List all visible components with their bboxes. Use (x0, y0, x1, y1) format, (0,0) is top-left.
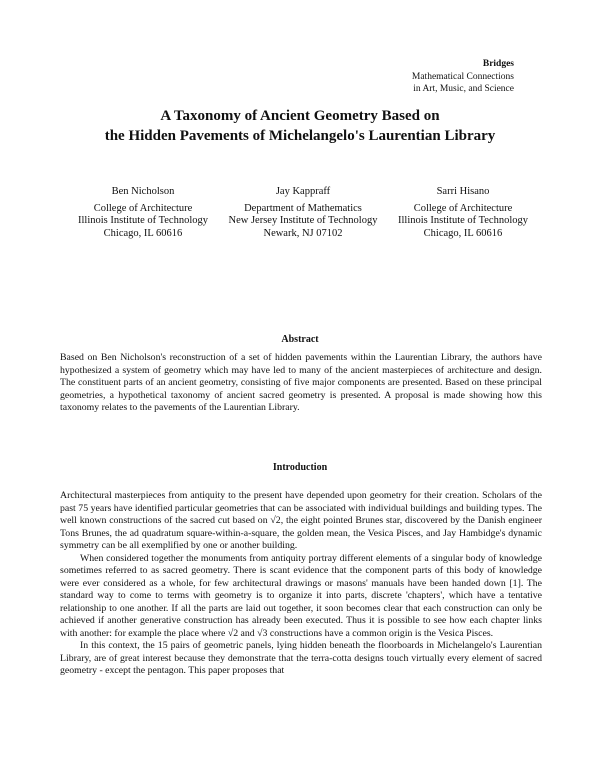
author-dept: Department of Mathematics (244, 202, 362, 214)
abstract-heading: Abstract (281, 334, 319, 345)
paper-title (0, 106, 600, 146)
introduction-heading: Introduction (272, 462, 328, 473)
author-dept: College of Architecture (93, 202, 193, 214)
conference-subtitle-1: Mathematical Connections (411, 71, 514, 82)
author-city: Chicago, IL 60616 (423, 227, 503, 239)
abstract-text: Based on Ben Nicholson's reconstruction of a set of hidden pavements within the Laurentian Library, the authors have hypothesized a system of geometry which may have led to many of the ancient masterpieces of architecture and design. The constituent parts of an ancient geometry, consisting of five major components are presented. Based on these principal geometries, a hypothetical taxonomy of ancient sacred geometry is presented. A proposal is made showing how this taxonomy relates to the pavements of the Laurentian Library. (60, 352, 542, 413)
author-3 (388, 186, 538, 240)
author-inst: Illinois Institute of Technology (77, 215, 208, 227)
author-1 (68, 186, 218, 240)
title-line-2: the Hidden Pavements of Michelangelo's Laurentian Library (104, 128, 496, 144)
author-2 (228, 186, 378, 240)
conference-subtitle-2: in Art, Music, and Science (413, 84, 514, 94)
author-dept: College of Architecture (413, 202, 513, 214)
title-line-1: A Taxonomy of Ancient Geometry Based on (160, 108, 440, 124)
intro-paragraph-2: When considered together the monuments from antiquity portray different elements of a singular body of knowledge sometimes referred to as sacred geometry. There is scant evidence that the component parts of this body of knowledge were ever considered as a whole, for few architectural drawings or masons' manuals have been handed down [1]. The standard way to come to terms with geometry is to organize it into parts, discrete 'chapters', which have a tentative relationship to one another. If all the parts are laid out together, it soon becomes clear that each construction can only be achieved if another generative construction has already been executed. Thus it is possible to see how each chapter links with another: for example the place where √2 and √3 constructions have a common origin is the Vesica Pisces. (60, 552, 542, 639)
author-inst: New Jersey Institute of Technology (228, 215, 378, 227)
author-list (68, 186, 538, 240)
introduction-body (60, 490, 542, 678)
abstract-body (60, 352, 542, 415)
author-inst: Illinois Institute of Technology (397, 215, 528, 227)
publisher-name: Bridges (482, 59, 514, 69)
intro-paragraph-1: Architectural masterpieces from antiquity to the present have depended upon geometry for their creation. Scholars of the past 75 years have identified particular geometries that can be associated with individual buildings and building types. The well known constructions of the sacred cut based on √2, the eight pointed Brunes star, discovered by the Danish engineer Tons Brunes, the ad quadratum square-within-a-square, the golden mean, the Vesica Pisces, and Jay Hambidge's dynamic symmetry can be all exemplified by one or another building. (60, 490, 542, 551)
author-name: Ben Nicholson (111, 186, 175, 197)
author-city: Chicago, IL 60616 (103, 227, 183, 239)
author-city: Newark, NJ 07102 (263, 227, 343, 239)
author-name: Sarri Hisano (436, 186, 490, 197)
conference-header (412, 58, 514, 96)
intro-paragraph-3: In this context, the 15 pairs of geometric panels, lying hidden beneath the floorboards in Michelangelo's Laurentian Library, are of great interest because they demonstrate that the terra-cotta designs touch virtually every element of sacred geometry - except the pentagon. This paper proposes that (60, 640, 542, 676)
author-name: Jay Kappraff (275, 186, 331, 197)
